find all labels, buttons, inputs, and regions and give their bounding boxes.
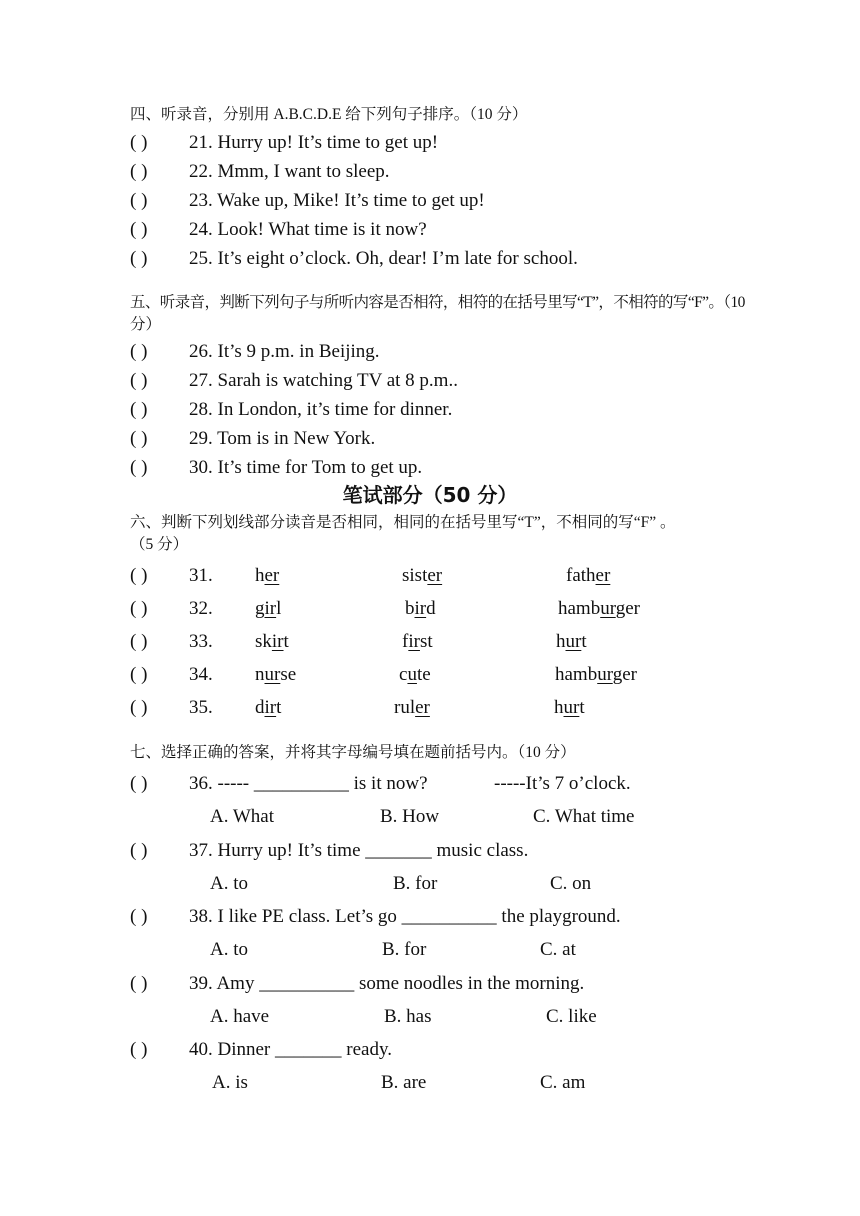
option-a: A. to <box>210 939 248 960</box>
answer-blank[interactable]: ( ) <box>130 248 148 269</box>
underlined-part: er <box>427 565 443 586</box>
word-part: sist <box>402 565 428 586</box>
word-part: d <box>426 598 436 619</box>
word-part: t <box>276 697 282 718</box>
word-part: h <box>556 631 566 652</box>
underlined-part: ur <box>600 598 616 619</box>
answer-blank[interactable]: ( ) <box>130 428 148 449</box>
answer-blank[interactable]: ( ) <box>130 1039 148 1060</box>
word-part: se <box>280 664 297 685</box>
section6-heading-cont: （5 分） <box>130 536 189 553</box>
underlined-part: ur <box>565 631 582 652</box>
answer-blank[interactable]: ( ) <box>130 399 148 420</box>
question-number: 35. <box>189 697 213 718</box>
word-part: l <box>276 598 282 619</box>
answer-blank[interactable]: ( ) <box>130 631 148 652</box>
question-30: 30. It’s time for Tom to get up. <box>189 457 423 478</box>
underlined-part: er <box>415 697 430 718</box>
option-a: A. is <box>212 1072 248 1093</box>
question-26: 26. It’s 9 p.m. in Beijing. <box>189 341 380 362</box>
underlined-part: er <box>595 565 611 586</box>
word-part: fath <box>566 565 596 586</box>
question-stem: 36. ----- __________ is it now? <box>189 773 428 794</box>
word-item <box>402 630 433 654</box>
answer-blank[interactable]: ( ) <box>130 219 148 240</box>
underlined-part: er <box>264 565 280 586</box>
answer-blank[interactable]: ( ) <box>130 973 148 994</box>
answer-blank[interactable]: ( ) <box>130 697 148 718</box>
section7-heading: 七、选择正确的答案，并将其字母编号填在题前括号内。（10 分） <box>130 744 576 761</box>
answer-blank[interactable]: ( ) <box>130 906 148 927</box>
word-item <box>555 663 637 687</box>
word-part: t <box>581 631 587 652</box>
section5-heading-cont: 分） <box>130 316 162 333</box>
answer-blank[interactable]: ( ) <box>130 132 148 153</box>
word-item <box>255 663 296 687</box>
underlined-part: ur <box>563 697 580 718</box>
word-part: h <box>255 565 265 586</box>
word-item <box>558 597 640 621</box>
question-number: 33. <box>189 631 213 652</box>
word-part: d <box>255 697 265 718</box>
option-a: A. What <box>210 806 275 827</box>
word-item <box>255 630 289 654</box>
question-21: 21. Hurry up! It’s time to get up! <box>189 132 439 153</box>
question-number: 31. <box>189 565 213 586</box>
answer-blank[interactable]: ( ) <box>130 565 148 586</box>
word-part: te <box>416 664 431 685</box>
question-number: 34. <box>189 664 213 685</box>
word-part: ger <box>612 664 637 685</box>
word-part: rul <box>394 697 416 718</box>
answer-blank[interactable]: ( ) <box>130 840 148 861</box>
question-23: 23. Wake up, Mike! It’s time to get up! <box>189 190 485 211</box>
option-b: B. are <box>381 1072 427 1093</box>
underlined-part: ir <box>408 631 420 652</box>
answer-blank[interactable]: ( ) <box>130 161 148 182</box>
underlined-part: u <box>407 664 417 685</box>
option-c: C. like <box>546 1006 597 1027</box>
word-part: ger <box>615 598 640 619</box>
question-24: 24. Look! What time is it now? <box>189 219 427 240</box>
question-28: 28. In London, it’s time for dinner. <box>189 399 453 420</box>
option-c: C. on <box>550 873 592 894</box>
option-a: A. have <box>210 1006 270 1027</box>
word-part: b <box>405 598 415 619</box>
option-a: A. to <box>210 873 248 894</box>
question-stem: 39. Amy __________ some noodles in the morning. <box>189 973 585 994</box>
word-part: sk <box>255 631 272 652</box>
option-c: C. What time <box>533 806 635 827</box>
written-part-title: 笔试部分（50 分） <box>342 483 518 507</box>
word-part: n <box>255 664 265 685</box>
question-number: 32. <box>189 598 213 619</box>
word-item <box>394 696 430 720</box>
word-item <box>566 564 610 588</box>
answer-blank[interactable]: ( ) <box>130 773 148 794</box>
answer-blank[interactable]: ( ) <box>130 370 148 391</box>
word-part: g <box>255 598 265 619</box>
underlined-part: ur <box>264 664 281 685</box>
word-item <box>255 597 281 621</box>
question-stem: 38. I like PE class. Let’s go __________ the playground. <box>189 906 621 927</box>
option-b: B. for <box>382 939 427 960</box>
word-item <box>556 630 587 654</box>
word-part: f <box>402 631 409 652</box>
question-29: 29. Tom is in New York. <box>189 428 376 449</box>
underlined-part: ir <box>264 697 277 718</box>
option-b: B. How <box>380 806 440 827</box>
word-part: t <box>283 631 289 652</box>
question-27: 27. Sarah is watching TV at 8 p.m.. <box>189 370 458 391</box>
answer-blank[interactable]: ( ) <box>130 341 148 362</box>
answer-blank[interactable]: ( ) <box>130 598 148 619</box>
underlined-part: ur <box>597 664 613 685</box>
section6-heading: 六、判断下列划线部分读音是否相同，相同的在括号里写“T”，不相同的写“F” 。 <box>130 514 676 531</box>
word-part: hamb <box>555 664 598 685</box>
underlined-part: ir <box>271 631 284 652</box>
word-item <box>255 564 279 588</box>
option-b: B. for <box>393 873 438 894</box>
answer-blank[interactable]: ( ) <box>130 190 148 211</box>
option-c: C. at <box>540 939 576 960</box>
word-part: hamb <box>558 598 601 619</box>
dialogue-reply: -----It’s 7 o’clock. <box>494 773 631 794</box>
answer-blank[interactable]: ( ) <box>130 457 148 478</box>
answer-blank[interactable]: ( ) <box>130 664 148 685</box>
word-part: c <box>399 664 408 685</box>
word-part: t <box>579 697 585 718</box>
underlined-part: ir <box>414 598 427 619</box>
word-part: st <box>419 631 433 652</box>
question-22: 22. Mmm, I want to sleep. <box>189 161 390 182</box>
option-c: C. am <box>540 1072 586 1093</box>
question-stem: 40. Dinner _______ ready. <box>189 1039 392 1060</box>
word-item <box>405 597 436 621</box>
word-item <box>399 663 431 687</box>
question-stem: 37. Hurry up! It’s time _______ music class. <box>189 840 529 861</box>
section4-heading: 四、听录音，分别用 A.B.C.D.E 给下列句子排序。（10 分） <box>130 106 528 123</box>
word-item <box>402 564 442 588</box>
word-part: h <box>554 697 564 718</box>
underlined-part: ir <box>264 598 277 619</box>
word-item <box>255 696 281 720</box>
word-item <box>554 696 585 720</box>
option-b: B. has <box>384 1006 432 1027</box>
section5-heading: 五、听录音，判断下列句子与所听内容是否相符，相符的在括号里写“T”，不相符的写“F”。（10 <box>130 294 745 311</box>
question-25: 25. It’s eight o’clock. Oh, dear! I’m late for school. <box>189 248 578 269</box>
